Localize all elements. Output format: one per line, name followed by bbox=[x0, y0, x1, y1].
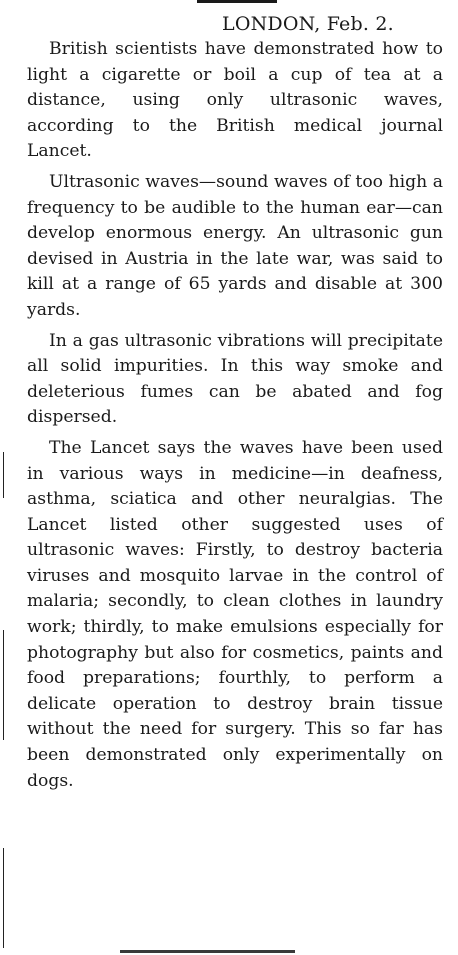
paragraph-3: In a gas ultrasonic vibrations will precipitate all solid impurities. In this way smoke and deleterious fumes can be abated and fog dispersed. bbox=[27, 330, 443, 428]
paragraph-2: Ultrasonic waves—sound waves of too high a frequency to be audible to the human ear—can develop enormous energy. An ultrasonic gun devised in Austria in the late war, was said to kill at a range of 65 yards and disable at 300 yards. bbox=[27, 171, 443, 320]
paragraph-1: British scientists have demonstrated how to light a cigarette or boil a cup of tea at a distance, using only ultrasonic waves, according to the British medical journal Lancet. bbox=[27, 39, 443, 162]
paragraph-4: The Lancet says the waves have been used in various ways in medicine—in deafness, asthma, sciatica and other neuralgias. The Lancet listed other suggested uses of ultrasonic waves: Firstly, to destroy bacteria viruses and mosquito larvae in the control of malaria; secondly, to clean clothes in laundry work; thirdly, to make emulsions especially for photography but also for cosmetics, paints and food preparations; fourthly, to perform a delicate operation to destroy brain tissue without the need for surgery. This so far has been demonstrated only experimentally on dogs. bbox=[27, 437, 443, 791]
bottom-rule bbox=[120, 950, 295, 953]
top-rule bbox=[197, 0, 277, 3]
margin-line bbox=[3, 848, 4, 948]
article-body bbox=[27, 37, 443, 799]
dateline: LONDON, Feb. 2. bbox=[222, 13, 394, 35]
margin-line bbox=[3, 452, 4, 498]
margin-line bbox=[3, 630, 4, 740]
